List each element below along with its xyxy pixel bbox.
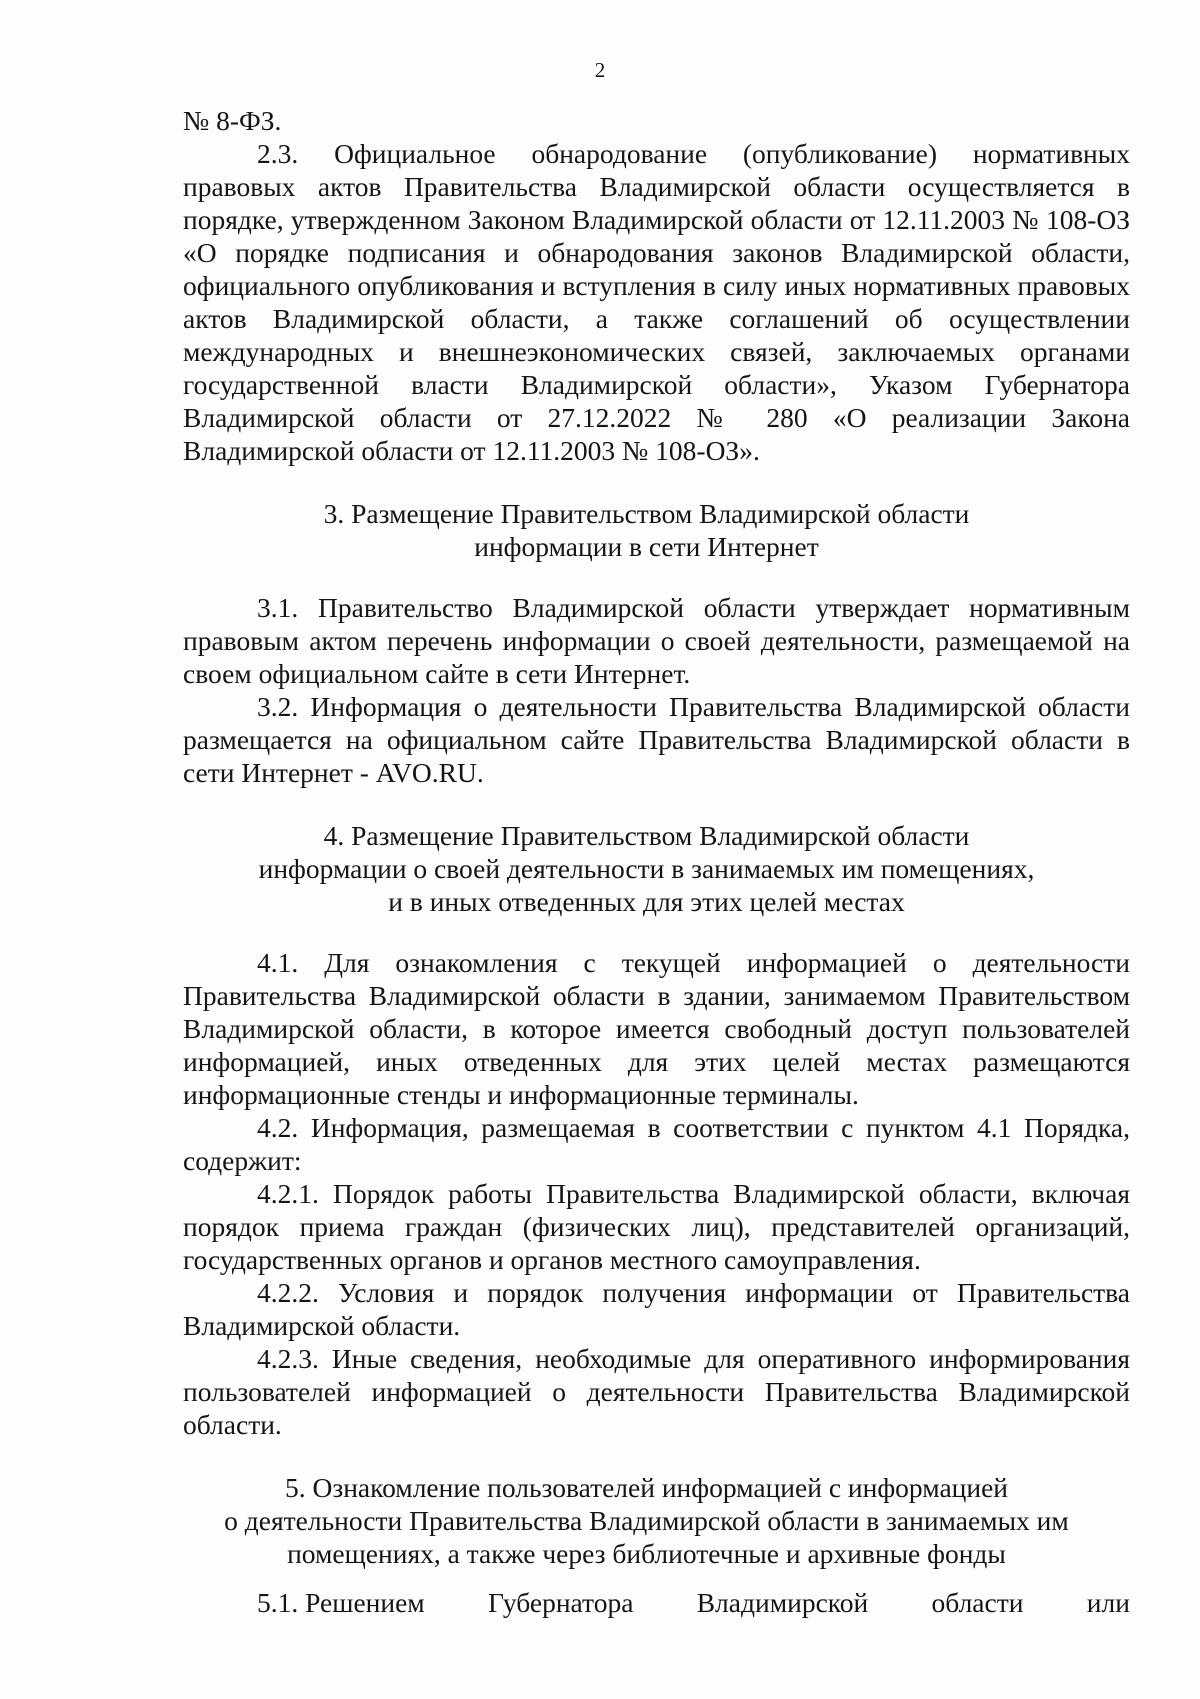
- paragraph-5-1-word: 5.1. Решением: [257, 1587, 425, 1618]
- paragraph-5-1: [183, 1586, 1130, 1619]
- document-body: [183, 104, 1130, 1619]
- section-4-heading-line-3: и в иных отведенных для этих целей местах: [388, 886, 905, 917]
- page-number: 2: [594, 58, 606, 82]
- paragraph-4-2-3: 4.2.3. Иные сведения, необходимые для оперативного информирования пользователей информацией о деятельности Правительства Владимирской области.: [183, 1343, 1130, 1440]
- paragraph-2-3: 2.3. Официальное обнародование (опубликование) нормативных правовых актов Правительства Владимирской области осуществляется в порядке, утвержденном Законом Владимирской области от 12.11.2003 № 108-ОЗ «О порядке подписания и обнародования законов Владимирской области, официального опубликования и вступления в силу иных нормативных правовых актов Владимирской области, а также соглашений об осуществлении международных и внешнеэкономических связей, заключаемых органами государственной власти Владимирской области», Указом Губернатора Владимирской области от 27.12.2022 № 280 «О реализации Закона Владимирской области от 12.11.2003 № 108-ОЗ».: [183, 138, 1130, 466]
- section-4-heading-line-2: информации о своей деятельности в занимаемых им помещениях,: [258, 853, 1035, 884]
- section-5-heading-line-2: о деятельности Правительства Владимирской области в занимаемых им: [224, 1505, 1069, 1536]
- paragraph-4-2-2: 4.2.2. Условия и порядок получения информации от Правительства Владимирской области.: [183, 1277, 1130, 1341]
- paragraph-3-1: 3.1. Правительство Владимирской области утверждает нормативным правовым актом перечень информации о своей деятельности, размещаемой на своем официальном сайте в сети Интернет.: [183, 592, 1130, 689]
- section-5-heading-line-3: помещениях, а также через библиотечные и архивные фонды: [287, 1538, 1006, 1569]
- section-4-heading-line-1: 4. Размещение Правительством Владимирской области: [323, 820, 970, 851]
- section-3-heading-line-2: информации в сети Интернет: [474, 531, 819, 562]
- paragraph-5-1-word: Владимирской: [696, 1587, 869, 1618]
- section-3-heading: [183, 497, 1130, 563]
- paragraph-4-2-1: 4.2.1. Порядок работы Правительства Владимирской области, включая порядок приема граждан (физических лиц), представителей организаций, государственных органов и органов местного самоуправления.: [183, 1178, 1130, 1275]
- paragraph-4-1: 4.1. Для ознакомления с текущей информацией о деятельности Правительства Владимирской области в здании, занимаемом Правительством Владимирской области, в которое имеется свободный доступ пользователей информацией, иных отведенных для этих целей местах размещаются информационные стенды и информационные терминалы.: [183, 947, 1130, 1110]
- section-5-heading-line-1: 5. Ознакомление пользователей информацией с информацией: [284, 1472, 1009, 1503]
- paragraph-5-1-word: Губернатора: [488, 1587, 634, 1618]
- paragraph-5-1-word: области: [931, 1587, 1024, 1618]
- paragraph-3-2: 3.2. Информация о деятельности Правительства Владимирской области размещается на официальном сайте Правительства Владимирской области в сети Интернет - AVO.RU.: [183, 691, 1130, 788]
- section-3-heading-line-1: 3. Размещение Правительством Владимирской области: [323, 498, 970, 529]
- paragraph-4-2: 4.2. Информация, размещаемая в соответствии с пунктом 4.1 Порядка, содержит:: [183, 1112, 1130, 1176]
- section-4-heading: [183, 819, 1130, 918]
- paragraph-continuation: № 8-ФЗ.: [183, 105, 282, 136]
- paragraph-5-1-word: или: [1086, 1587, 1130, 1618]
- section-5-heading: [183, 1471, 1130, 1570]
